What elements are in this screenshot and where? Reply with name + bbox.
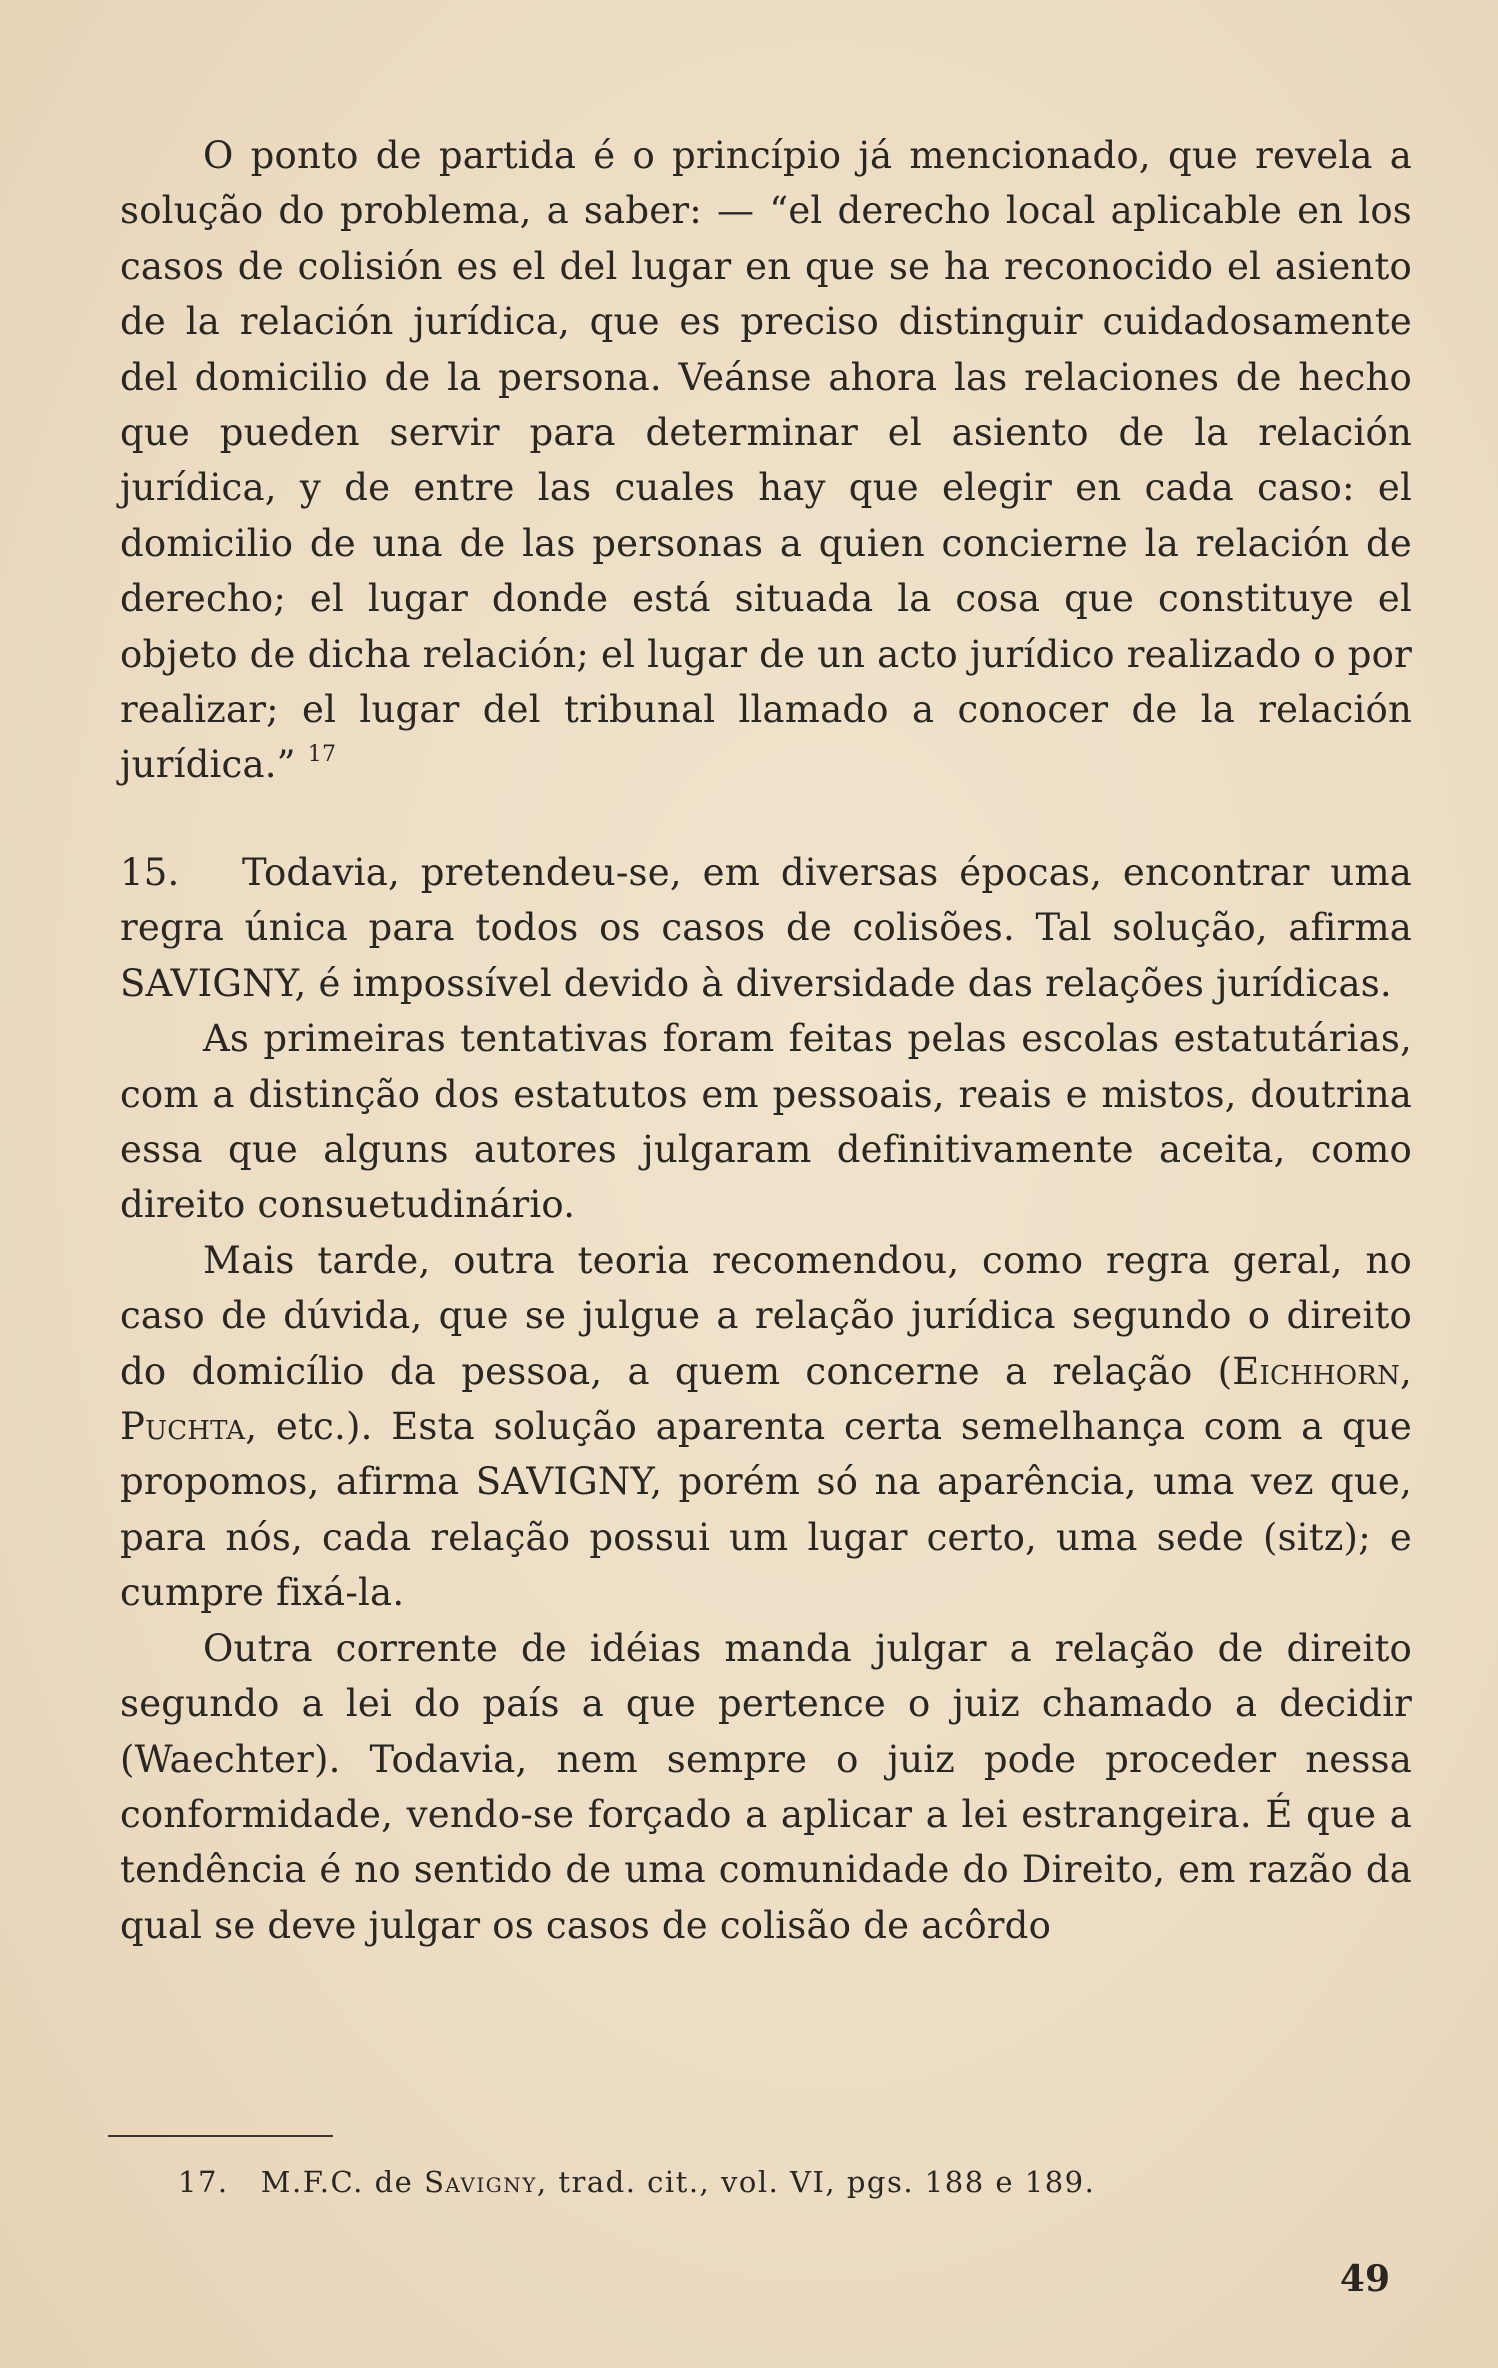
paragraph-4-text-b: , etc.). Esta solução aparenta certa semelhança com a que propomos, afirma SAVIGNY, porém só na aparência, uma vez que, para nós, cada relação possui um lugar certo, uma sede (sitz); e cumpre fixá-la. (120, 1405, 1412, 1615)
paragraph-2-text: Todavia, pretendeu-se, em diversas épocas, encontrar uma regra única para todos os casos de colisões. Tal solução, afirma SAVIGNY, é impossível devido à diversidade das relações jurídicas. (120, 851, 1412, 1005)
footnote-reference: 17 (307, 742, 337, 768)
paragraph-4-text-a: Mais tarde, outra teoria recomendou, como regra geral, no caso de dúvida, que se julgue a relação jurídica segundo o direito do domicílio da pessoa, a quem concerne a relação ( (120, 1238, 1412, 1393)
section-number: 15. (120, 851, 180, 894)
footnote-divider (108, 2135, 333, 2137)
footnote-author: Savigny (424, 2165, 537, 2199)
author-puchta: Puchta (120, 1405, 246, 1449)
paragraph-section-15 (120, 845, 1412, 1011)
footnote-number: 17. (178, 2165, 229, 2199)
body-text-bottom (120, 845, 1412, 1953)
body-text-top (120, 128, 1412, 793)
paragraph-3: As primeiras tentativas foram feitas pelas escolas estatutárias, com a distinção dos estatutos em pessoais, reais e mistos, doutrina essa que alguns autores julgaram definitivamente aceita, como direito consuetudinário. (120, 1017, 1412, 1227)
page-number: 49 (1339, 2258, 1390, 2300)
paragraph-quote (120, 128, 1412, 793)
paragraph-5: Outra corrente de idéias manda julgar a relação de direito segundo a lei do país a que pertence o juiz chamado a decidir (Waechter). Todavia, nem sempre o juiz pode proceder nessa conformidade, vendo-se forçado a aplicar a lei estrangeira. É que a tendência é no sentido de uma comunidade do Direito, em razão da qual se deve julgar os casos de colisão de acôrdo (120, 1626, 1412, 1947)
footnote (178, 2162, 1095, 2202)
paragraph-1-text: O ponto de partida é o princípio já mencionado, que revela a solução do problema, a saber: — “el derecho local aplicable en los casos de colisión es el del lugar en que se ha reconocido el asiento de la relación jurídica, que es preciso distinguir cuidadosamente del domicilio de la persona. Veánse ahora las relaciones de hecho que pueden servir para determinar el asiento de la relación jurídica, y de entre las cuales hay que elegir en cada caso: el domicilio de una de las personas a quien concierne la relación de derecho; el lugar donde está situada la cosa que constituye el objeto de dicha relación; el lugar de un acto jurídico realizado o por realizar; el lugar del tribunal llamado a conocer de la relación jurídica.” (120, 134, 1412, 787)
paragraph-4-sep: , (1400, 1349, 1412, 1393)
footnote-text-a: M.F.C. de (260, 2165, 425, 2199)
author-eichhorn: Eichhorn (1232, 1349, 1401, 1393)
paragraph-4 (120, 1233, 1412, 1621)
footnote-text-b: , trad. cit., vol. VI, pgs. 188 e 189. (536, 2165, 1096, 2199)
